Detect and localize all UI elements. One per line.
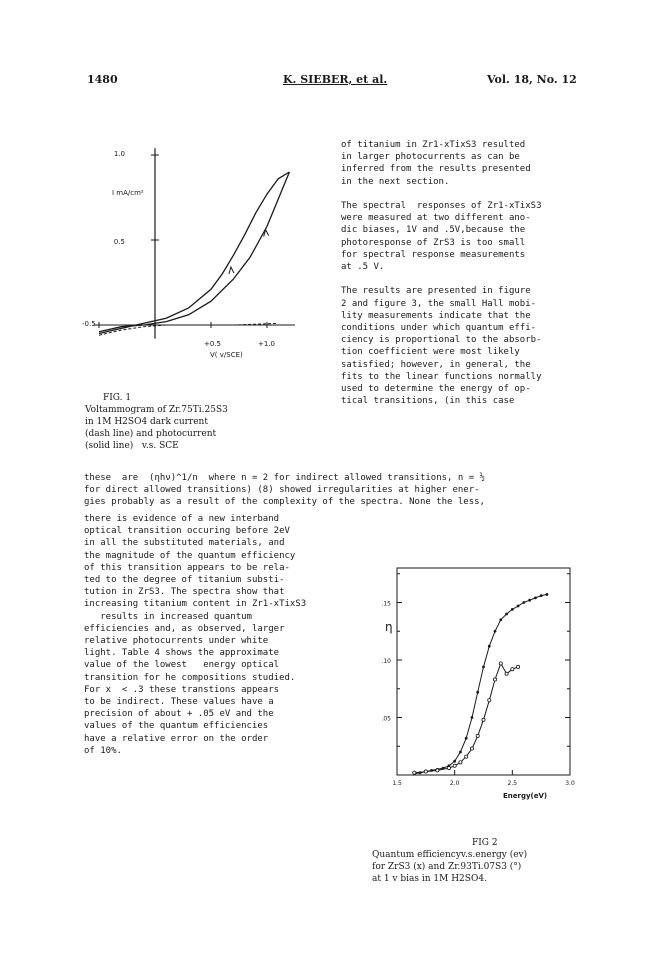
figure-1-caption bbox=[85, 380, 228, 464]
fig2-point-o bbox=[511, 668, 514, 671]
figure-1-caption-line: Voltammogram of Zr.75Ti.25S3 bbox=[85, 405, 228, 415]
figure-1-voltammogram bbox=[80, 140, 300, 370]
right-column-line: in the next section. bbox=[341, 176, 450, 187]
fig2-ytick-label: .05 bbox=[381, 715, 391, 723]
right-column-line: tical transitions, (in this case bbox=[341, 396, 515, 407]
fig1-ytick-1.0: 1.0 bbox=[113, 150, 125, 158]
left-column-line: relative photocurrents under white bbox=[84, 636, 269, 647]
left-column-line: efficiencies and, as observed, larger bbox=[84, 623, 285, 634]
fig2-point-x bbox=[482, 666, 485, 669]
right-column-line: inferred from the results presented bbox=[341, 164, 531, 175]
fig2-point-x bbox=[465, 737, 468, 740]
right-column-line: were measured at two different ano- bbox=[341, 213, 531, 224]
fig1-y-unit-label: I mA/cm² bbox=[112, 189, 144, 197]
right-column-line: The spectral responses of Zr1-xTixS3 bbox=[341, 201, 542, 211]
fig2-point-o bbox=[488, 699, 491, 702]
page-number: 1480 bbox=[87, 73, 118, 86]
left-column-line: light. Table 4 shows the approximate bbox=[84, 648, 280, 659]
figure-2-caption-line: Quantum efficiencyv.s.energy (ev) bbox=[372, 850, 528, 860]
fig2-point-x bbox=[494, 630, 497, 633]
fig2-point-o bbox=[436, 769, 439, 772]
fig2-zrs3-curve bbox=[414, 594, 547, 773]
fig2-ytick-label: .10 bbox=[381, 658, 391, 665]
left-column-text bbox=[84, 513, 364, 757]
fig2-plot-frame bbox=[397, 568, 570, 775]
left-column-line: optical transition occuring before 2eV bbox=[84, 526, 290, 537]
figure-2-caption-line: at 1 v bias in 1M H2SO4. bbox=[372, 874, 487, 884]
running-head-volume: Vol. 18, No. 12 bbox=[487, 73, 577, 86]
left-column-line: precision of about + .05 eV and the bbox=[84, 709, 274, 720]
right-column-line: in larger photocurrents as can be bbox=[341, 152, 520, 163]
figure-2-caption bbox=[372, 825, 527, 897]
fig1-xtick-neg0.5: -0.5 bbox=[82, 320, 96, 328]
left-column-line: there is evidence of a new interband bbox=[84, 514, 280, 524]
fig2-point-o bbox=[505, 672, 508, 675]
left-column-line: have a relative error on the order bbox=[84, 733, 269, 744]
right-column-line bbox=[341, 273, 651, 285]
left-column-line: value of the lowest energy optical bbox=[84, 660, 280, 671]
right-column-line: used to determine the energy of op- bbox=[341, 384, 531, 395]
right-column-line: at .5 V. bbox=[341, 262, 385, 273]
figure-1-caption-line: (solid line) v.s. SCE bbox=[85, 441, 179, 451]
fig2-point-x bbox=[459, 751, 462, 754]
full-width-line: for direct allowed transitions) (8) showed irregularities at higher ener- bbox=[84, 485, 480, 496]
right-column-line: photoresponse of ZrS3 is too small bbox=[341, 237, 526, 248]
right-column-line: dic biases, 1V and .5V,because the bbox=[341, 225, 526, 236]
fig2-point-o bbox=[517, 665, 520, 668]
fig2-point-o bbox=[499, 662, 502, 665]
right-column-line bbox=[341, 188, 651, 200]
full-width-line: these are (ηhν)^1/n where n = 2 for indirect allowed transitions, n = ½ bbox=[84, 473, 485, 483]
fig2-point-o bbox=[476, 734, 479, 737]
right-column-line: for spectral response measurements bbox=[341, 249, 526, 260]
right-column-line: fits to the linear functions normally bbox=[341, 371, 542, 382]
figure-1-caption-line: (dash line) and photocurrent bbox=[85, 429, 217, 439]
running-head-authors: K. SIEBER, et al. bbox=[283, 73, 388, 86]
right-column-line: tion coefficient were most likely bbox=[341, 347, 520, 358]
left-column-line: in all the substituted materials, and bbox=[84, 538, 285, 549]
fig2-point-o bbox=[447, 767, 450, 770]
figure-1-caption-line: in 1M H2SO4 dark current bbox=[85, 417, 208, 427]
left-column-line: the magnitude of the quantum efficiency bbox=[84, 550, 296, 561]
left-column-line: ted to the degree of titanium substi- bbox=[84, 575, 285, 586]
left-column-line: transition for he compositions studied. bbox=[84, 672, 296, 683]
fig2-point-x bbox=[476, 691, 479, 694]
fig2-x-label: Energy(eV) bbox=[503, 792, 548, 800]
fig1-arrow-icon bbox=[229, 267, 234, 274]
full-width-line: gies probably as a result of the complexity of the spectra. None the less, bbox=[84, 497, 485, 508]
fig1-ytick-0.5: 0.5 bbox=[113, 238, 125, 246]
fig2-point-o bbox=[470, 747, 473, 750]
fig2-point-x bbox=[499, 618, 502, 621]
fig1-xtick-0.5: +0.5 bbox=[204, 340, 221, 348]
fig2-xtick-label: 2.5 bbox=[507, 780, 518, 787]
figure-2-quantum-efficiency bbox=[355, 560, 585, 805]
left-column-line: For x < .3 these transtions appears bbox=[84, 684, 280, 695]
fig2-point-o bbox=[424, 770, 427, 773]
fig2-y-symbol: η bbox=[385, 620, 393, 634]
fig2-ytick-label: .15 bbox=[381, 600, 391, 608]
fig2-point-x bbox=[453, 760, 456, 763]
fig2-point-x bbox=[540, 594, 543, 597]
figure-2-caption-line: FIG 2 bbox=[472, 838, 498, 848]
right-column-line: conditions under which quantum effi- bbox=[341, 323, 537, 334]
fig2-xtick-label: 3.0 bbox=[565, 780, 575, 787]
right-column-line: ciency is proportional to the absorb- bbox=[341, 335, 542, 346]
figure-1-caption-line: FIG. 1 bbox=[103, 393, 132, 403]
left-column-line: of 10%. bbox=[84, 745, 122, 756]
right-column-line: of titanium in Zr1-xTixS3 resulted bbox=[341, 140, 526, 150]
fig2-xtick-label: 2.0 bbox=[449, 780, 460, 787]
fig2-point-o bbox=[413, 771, 416, 774]
fig2-point-x bbox=[522, 601, 525, 604]
fig2-point-x bbox=[488, 645, 491, 648]
right-column-line: The results are presented in figure bbox=[341, 286, 531, 297]
fig2-point-o bbox=[459, 761, 462, 764]
full-width-paragraph bbox=[84, 472, 604, 509]
fig2-point-o bbox=[465, 755, 468, 758]
fig2-point-x bbox=[534, 597, 537, 600]
left-column-line: to be indirect. These values have a bbox=[84, 697, 274, 708]
fig2-xtick-label: 1.5 bbox=[392, 780, 402, 787]
figure-2-data bbox=[413, 593, 549, 775]
fig2-point-x bbox=[517, 605, 520, 608]
fig2-point-x bbox=[505, 613, 508, 616]
figure-2-axes bbox=[381, 568, 574, 787]
fig2-point-x bbox=[528, 599, 531, 602]
fig2-point-o bbox=[453, 764, 456, 767]
fig2-point-x bbox=[471, 716, 474, 719]
right-column-line: satisfied; however, in general, the bbox=[341, 359, 531, 370]
fig2-point-x bbox=[546, 593, 549, 596]
right-column-line: 2 and figure 3, the small Hall mobi- bbox=[341, 298, 537, 309]
figure-2-caption-line: for ZrS3 (x) and Zr.93Ti.07S3 (°) bbox=[372, 862, 522, 872]
right-column-text bbox=[341, 139, 651, 407]
fig2-point-o bbox=[482, 718, 485, 721]
fig2-point-x bbox=[511, 608, 514, 611]
left-column-line: tution in ZrS3. The spectra show that bbox=[84, 587, 285, 598]
fig1-x-unit-label: V( v/SCE) bbox=[210, 351, 243, 359]
fig1-xtick-1.0: +1.0 bbox=[258, 340, 275, 348]
left-column-line: of this transition appears to be rela- bbox=[84, 562, 290, 573]
right-column-line: lity measurements indicate that the bbox=[341, 310, 531, 321]
fig2-point-o bbox=[493, 678, 496, 681]
left-column-line: increasing titanium content in Zr1-xTixS3 bbox=[84, 599, 307, 610]
left-column-line: values of the quantum efficiencies bbox=[84, 721, 269, 732]
left-column-line: results in increased quantum bbox=[84, 611, 252, 622]
